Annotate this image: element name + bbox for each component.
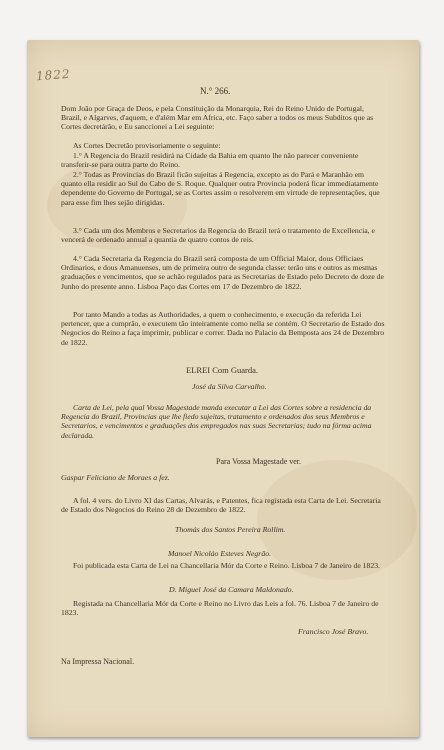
registrar-signature-2: Manoel Nicoláo Esteves Negrão. [168,549,272,558]
minister-signature: José da Silva Carvalho. [192,382,267,391]
scribe-signature: Gaspar Feliciano de Moraes a fez. [61,473,170,482]
article-1: 1.° A Regencia do Brazil residirá na Cidade da Bahia em quanto lhe não parecer conveniente transferir-se para outra parte do Reino. [61,151,359,170]
opening-paragraph: Dom João por Graça de Deos, e pela Constituição da Monarquia, Rei do Reino Unido de Portugal, Brazil, e Algarves, d'aquem, e d'além Mar em Africa, etc. Faço saber a todos os meus Subditos que as Cortes decretárão, e Eu sanccionei a Lei seguinte: [61,104,374,132]
mandate-paragraph: Por tanto Mando a todas as Authoridades, a quem o conhecimento, e execução da referida Lei pertencer, que a cumprão, e executem tão inteiramente como nella se contém. O Secretario de Estado dos Negocios do Reino a faça imprimir, publicar e correr. Dada no Palacio da Bemposta aos 24 de Dezembro de 1822. [61,310,385,347]
published-paragraph: Foi publicada esta Carta de Lei na Chancellaria Mór da Corte e Reino. Lisboa 7 de Janeiro de 1823. [73,561,380,570]
registered-paragraph: Registada na Chancellaria Mór da Corte e Reino no Livro das Leis a fol. 76. Lisboa 7 de Janeiro de 1823. [61,599,379,618]
registry-paragraph: A fol. 4 vers. do Livro XI das Cartas, Alvarás, e Patentes, fica registada esta Carta de Lei. Secretaria de Estado dos Negocios do Reino 28 de Dezembro de 1822. [61,496,381,515]
king-signature: ELREI Com Guarda. [186,365,258,375]
registrar-signature-4: Francisco José Bravo. [298,627,369,636]
registrar-signature-3: D. Miguel José da Camara Maldonado. [169,585,294,594]
article-2: 2.° Todas as Provincias do Brazil ficão sujeitas á Regencia, excepto as do Pará e Maranhão em quanto ella residir ao Sul do Cabo de S. Roque. Qualquer outra Provincia poderá ficar immediatamente dependente do Governo de Portugal, se as Cortes assim o resolverem em virtude de representações, que para esse fim lhes sejão dirigidas. [61,170,380,207]
printer-line: Na Impressa Nacional. [61,657,135,666]
article-4: 4.° Cada Secretaria da Regencia do Brazil será composta de um Official Maior, dous Officiaes Ordinarios, e dous Amanuenses, um de primeira outro de segunda classe: terão uns e outros as mesmas graduações e vencimentos, que se achão regulados para as Secretarias de Estado pelo Decreto de doze de Junho do presente anno. Lisboa Paço das Cortes em 17 de Dezembro de 1822. [61,254,384,291]
registrar-signature-1: Thomás dos Santos Pereira Rollim. [175,525,286,534]
carta-description: Carta de Lei, pela qual Vossa Magestade manda executar a Lei das Cortes sobre a residencia da Regencia do Brazil, Provincias que lhe fiedo sujeitas, tratamento e ordenados dos seus Membros e Secretarios, e vencimentos e graduações dos empregados nas suas Secretarias; tudo na fórma acima declarada. [61,403,372,440]
article-3: 3.° Cada um dos Membros e Secretarios da Regencia do Brazil terá o tratamento de Excellencia, e vencerá de ordenado annual a quantia de quatro contos de reis. [61,226,375,245]
document-number: N.° 266. [200,86,231,96]
decree-intro: As Cortes Decretão provisoriamente o seguinte: [73,141,221,150]
handwritten-year: 1822 [35,66,71,84]
for-majesty: Para Vossa Magestade ver. [216,457,302,466]
